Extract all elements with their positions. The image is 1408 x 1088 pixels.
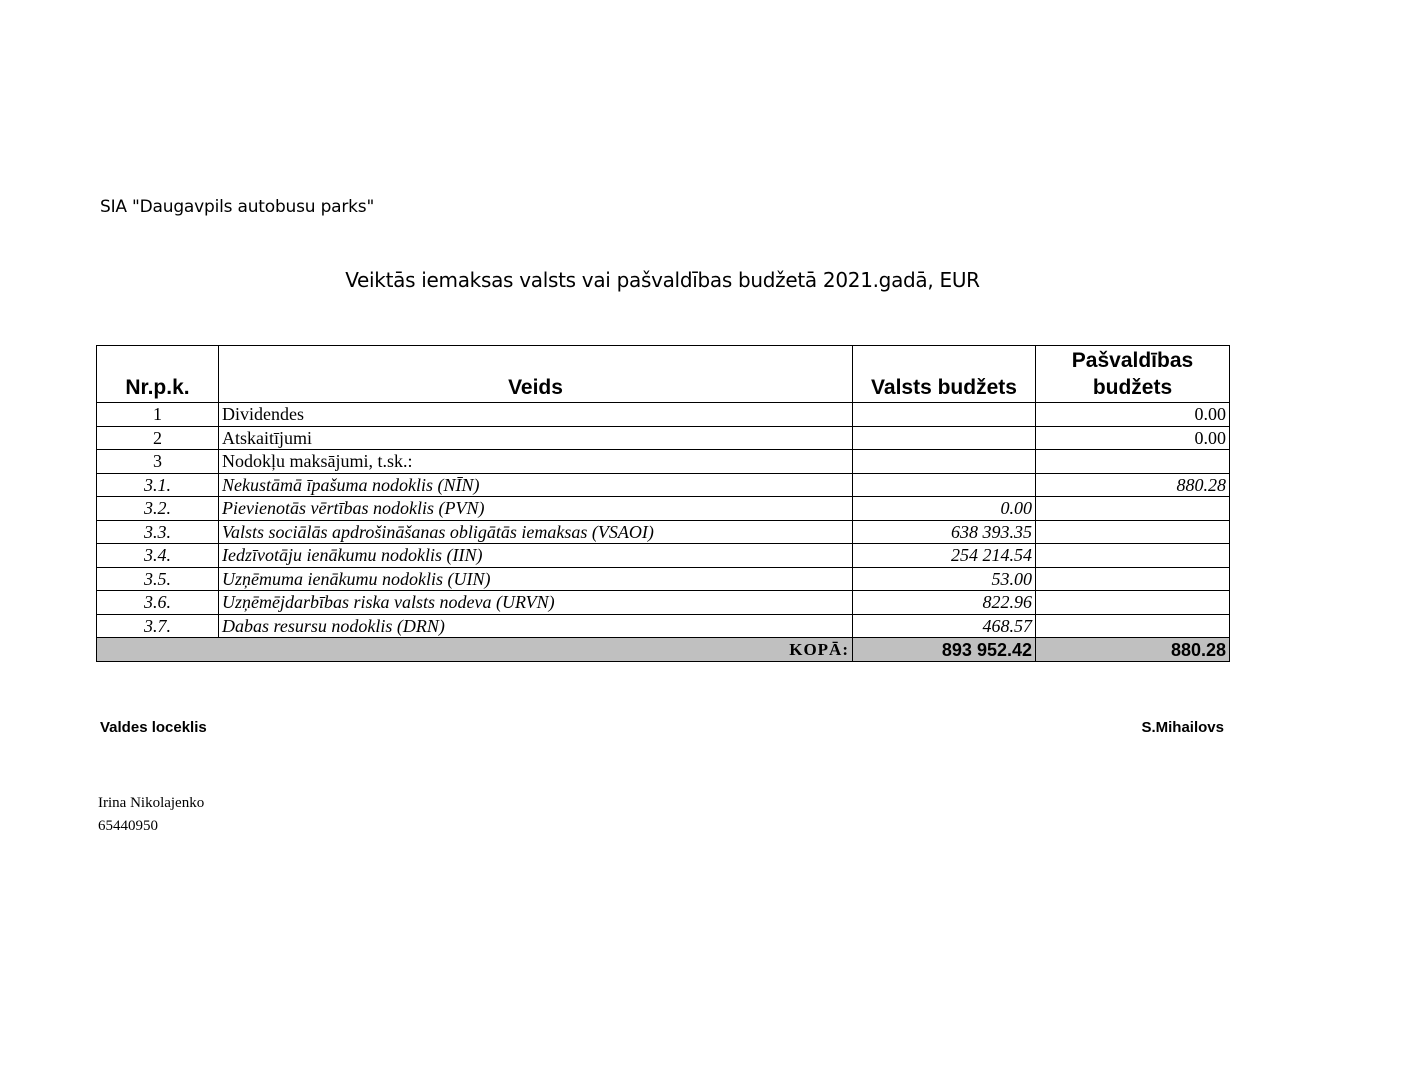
header-pasvaldibas-budzets: Pašvaldības budžets <box>1036 346 1230 403</box>
row-valsts: 468.57 <box>853 614 1036 638</box>
total-valsts: 893 952.42 <box>853 638 1036 662</box>
table-row <box>97 591 1230 615</box>
table-row <box>97 544 1230 568</box>
signature-role: Valdes loceklis <box>100 719 207 736</box>
table-header-row <box>97 346 1230 403</box>
table-row <box>97 426 1230 450</box>
row-nr: 3.2. <box>97 497 219 521</box>
row-nr: 3.7. <box>97 614 219 638</box>
row-valsts: 53.00 <box>853 567 1036 591</box>
row-pasvaldibas <box>1036 614 1230 638</box>
row-pasvaldibas <box>1036 591 1230 615</box>
contact-block <box>98 792 204 838</box>
table-row <box>97 614 1230 638</box>
row-valsts <box>853 426 1036 450</box>
row-veids: Uzņēmuma ienākumu nodoklis (UIN) <box>219 567 853 591</box>
row-veids: Uzņēmējdarbības riska valsts nodeva (URVN) <box>219 591 853 615</box>
total-pasvaldibas: 880.28 <box>1036 638 1230 662</box>
row-nr: 2 <box>97 426 219 450</box>
row-valsts <box>853 450 1036 474</box>
signature-name: S.Mihailovs <box>1141 719 1224 736</box>
row-nr: 3 <box>97 450 219 474</box>
row-pasvaldibas: 0.00 <box>1036 403 1230 427</box>
table-row <box>97 403 1230 427</box>
row-nr: 1 <box>97 403 219 427</box>
row-veids: Atskaitījumi <box>219 426 853 450</box>
row-veids: Dividendes <box>219 403 853 427</box>
row-pasvaldibas <box>1036 567 1230 591</box>
row-pasvaldibas <box>1036 520 1230 544</box>
row-pasvaldibas: 0.00 <box>1036 426 1230 450</box>
row-nr: 3.1. <box>97 473 219 497</box>
row-pasvaldibas <box>1036 497 1230 521</box>
table-row <box>97 567 1230 591</box>
row-valsts: 822.96 <box>853 591 1036 615</box>
company-name: SIA "Daugavpils autobusu parks" <box>100 197 375 217</box>
table-row <box>97 450 1230 474</box>
row-nr: 3.5. <box>97 567 219 591</box>
contact-name: Irina Nikolajenko <box>98 795 205 811</box>
row-veids: Nekustāmā īpašuma nodoklis (NĪN) <box>219 473 853 497</box>
table-row <box>97 497 1230 521</box>
row-veids: Iedzīvotāju ienākumu nodoklis (IIN) <box>219 544 853 568</box>
row-pasvaldibas: 880.28 <box>1036 473 1230 497</box>
row-veids: Nodokļu maksājumi, t.sk.: <box>219 450 853 474</box>
table-row <box>97 473 1230 497</box>
row-valsts: 638 393.35 <box>853 520 1036 544</box>
row-nr: 3.3. <box>97 520 219 544</box>
report-title: Veiktās iemaksas valsts vai pašvaldības budžetā 2021.gadā, EUR <box>345 268 980 292</box>
header-valsts-budzets: Valsts budžets <box>853 346 1036 403</box>
row-pasvaldibas <box>1036 544 1230 568</box>
contact-phone: 65440950 <box>98 818 158 834</box>
header-veids: Veids <box>219 346 853 403</box>
row-nr: 3.6. <box>97 591 219 615</box>
row-veids: Pievienotās vērtības nodoklis (PVN) <box>219 497 853 521</box>
row-veids: Valsts sociālās apdrošināšanas obligātās iemaksas (VSAOI) <box>219 520 853 544</box>
table-row <box>97 520 1230 544</box>
total-row <box>97 638 1230 662</box>
row-valsts: 254 214.54 <box>853 544 1036 568</box>
row-valsts <box>853 473 1036 497</box>
row-veids: Dabas resursu nodoklis (DRN) <box>219 614 853 638</box>
row-pasvaldibas <box>1036 450 1230 474</box>
row-nr: 3.4. <box>97 544 219 568</box>
row-valsts: 0.00 <box>853 497 1036 521</box>
header-nr: Nr.p.k. <box>97 346 219 403</box>
row-valsts <box>853 403 1036 427</box>
payments-table <box>96 345 1230 662</box>
total-label: KOPĀ: <box>97 638 853 662</box>
